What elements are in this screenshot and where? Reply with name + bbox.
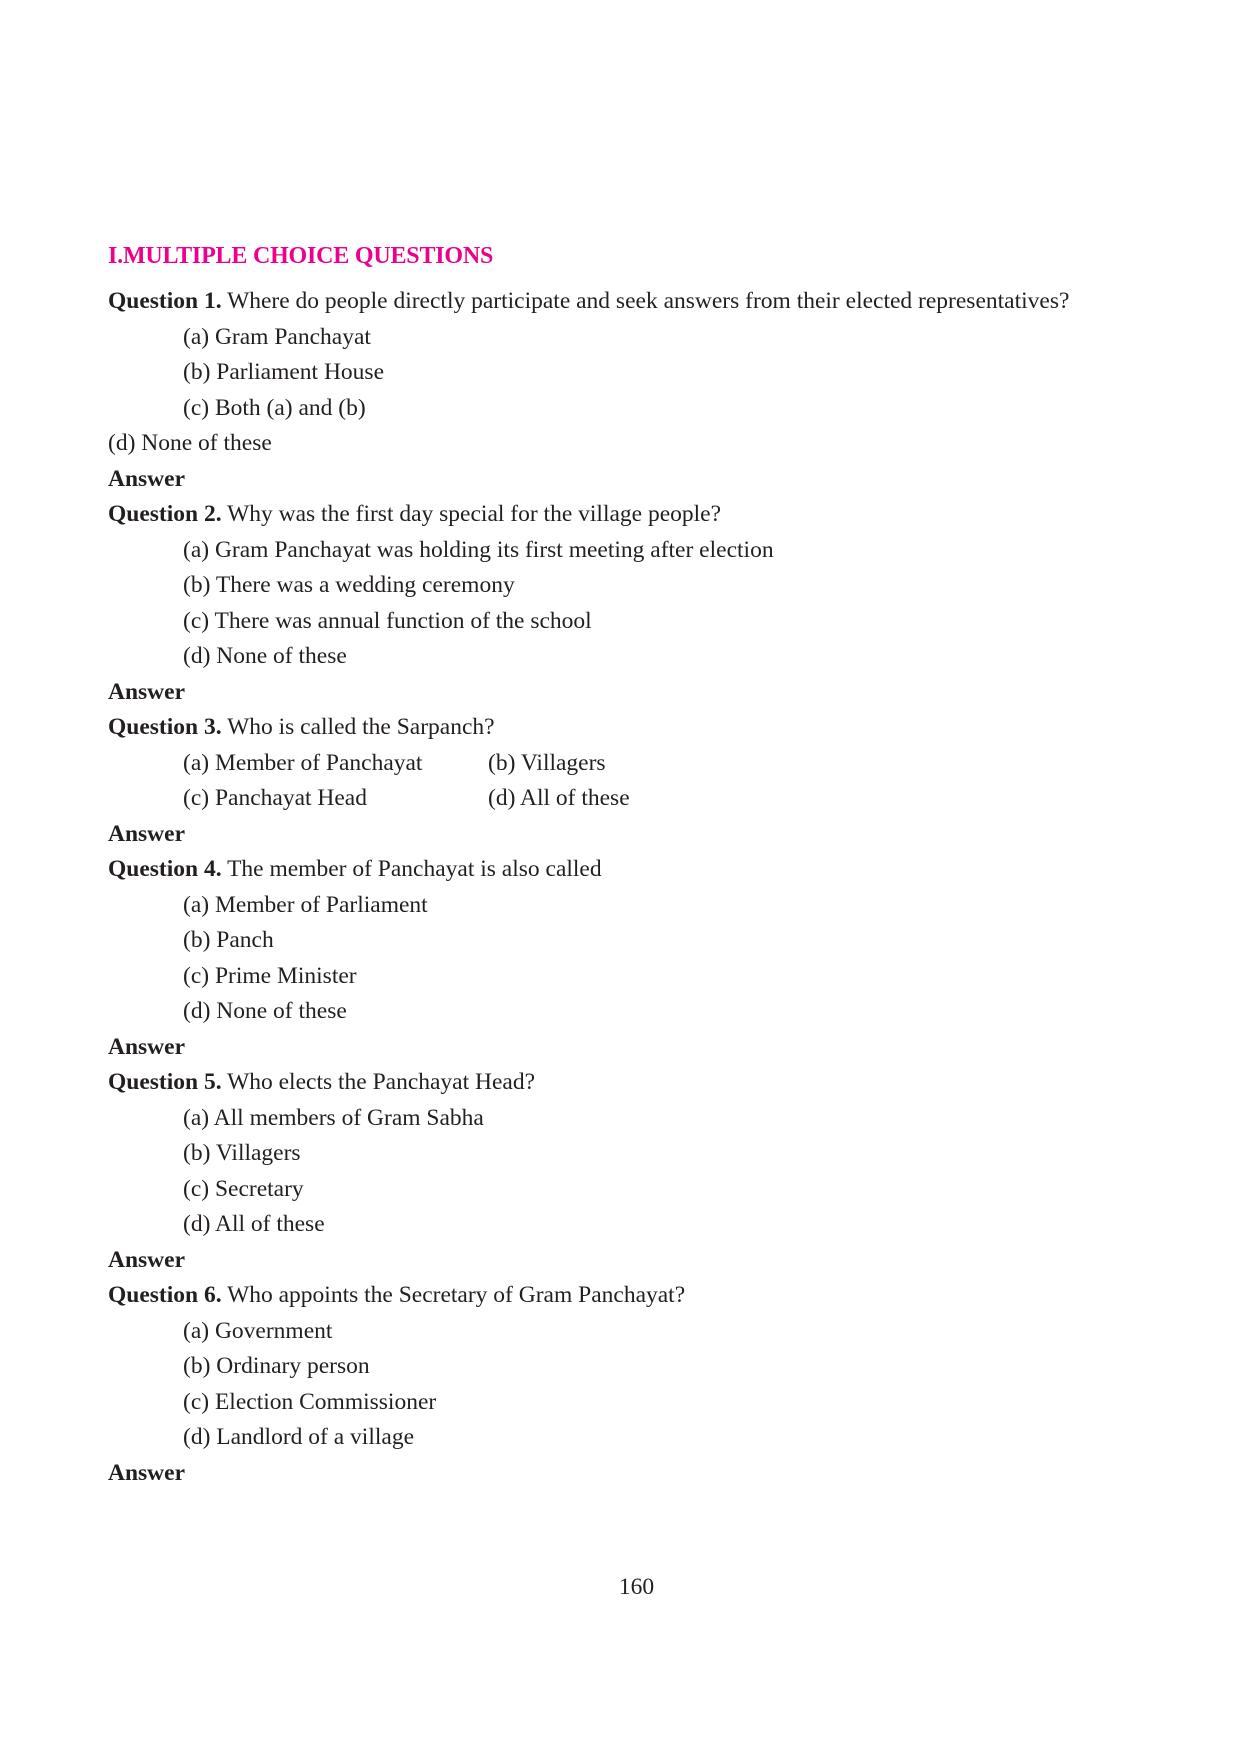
question-2-option-a: (a) Gram Panchayat was holding its first meeting after election: [183, 536, 774, 563]
answer-label: Answer: [108, 1033, 186, 1060]
question-6-option-c: (c) Election Commissioner: [183, 1388, 437, 1415]
question-1-option-b: (b) Parliament House: [183, 359, 385, 385]
question-text: The member of Panchayat is also called: [227, 856, 602, 882]
question-5-option-a: (a) All members of Gram Sabha: [183, 1104, 484, 1131]
question-number: Question 1.: [108, 288, 222, 314]
question-3-options-row-1: [108, 746, 1168, 782]
question-1-option-c: (c) Both (a) and (b): [183, 394, 366, 421]
question-3-option-b: (b) Villagers: [488, 749, 606, 776]
question-4-option-a: (a) Member of Parliament: [183, 891, 428, 918]
question-3-option-c: (c) Panchayat Head: [183, 785, 367, 811]
question-number: Question 5.: [108, 1069, 222, 1095]
question-2: [108, 497, 1168, 533]
page-number: 160: [618, 1574, 655, 1600]
question-number: Question 3.: [108, 714, 222, 740]
question-6-option-b: (b) Ordinary person: [183, 1353, 370, 1379]
answer-label: Answer: [108, 465, 186, 492]
question-3-options-row-2: [108, 781, 1168, 817]
question-4-option-c: (c) Prime Minister: [183, 962, 357, 989]
answer-label: Answer: [108, 1246, 186, 1273]
question-5: [108, 1065, 1168, 1101]
question-5-option-b: (b) Villagers: [183, 1140, 301, 1166]
question-5-option-c: (c) Secretary: [183, 1175, 304, 1202]
answer-label: Answer: [108, 678, 186, 705]
question-2-option-d: (d) None of these: [183, 643, 347, 669]
question-1-option-a: (a) Gram Panchayat: [183, 323, 371, 350]
question-2-option-c: (c) There was annual function of the school: [183, 607, 592, 634]
question-4-option-d: (d) None of these: [183, 998, 347, 1024]
question-6-option-a: (a) Government: [183, 1317, 333, 1344]
answer-label: Answer: [108, 1459, 186, 1486]
question-4: [108, 852, 1168, 888]
question-text: Why was the first day special for the village people?: [227, 501, 722, 527]
question-6-option-d: (d) Landlord of a village: [183, 1424, 414, 1450]
question-number: Question 4.: [108, 856, 222, 882]
question-text: Who is called the Sarpanch?: [227, 714, 495, 740]
question-1-option-d: (d) None of these: [108, 430, 272, 456]
section-title: I.MULTIPLE CHOICE QUESTIONS: [108, 243, 494, 269]
question-4-option-b: (b) Panch: [183, 927, 274, 953]
question-number: Question 2.: [108, 501, 222, 527]
answer-label: Answer: [108, 820, 186, 847]
question-number: Question 6.: [108, 1282, 222, 1308]
question-text: Who elects the Panchayat Head?: [227, 1069, 536, 1095]
question-6: [108, 1278, 1168, 1314]
question-2-option-b: (b) There was a wedding ceremony: [183, 572, 515, 598]
question-text: Where do people directly participate and seek answers from their elected representatives?: [227, 288, 1070, 314]
question-5-option-d: (d) All of these: [183, 1211, 325, 1237]
question-text: Who appoints the Secretary of Gram Panchayat?: [227, 1282, 686, 1308]
question-3-option-d: (d) All of these: [488, 785, 630, 811]
worksheet-content: [108, 238, 1168, 1491]
question-1: [108, 284, 1168, 320]
question-3-option-a: (a) Member of Panchayat: [183, 749, 423, 776]
question-3: [108, 710, 1168, 746]
